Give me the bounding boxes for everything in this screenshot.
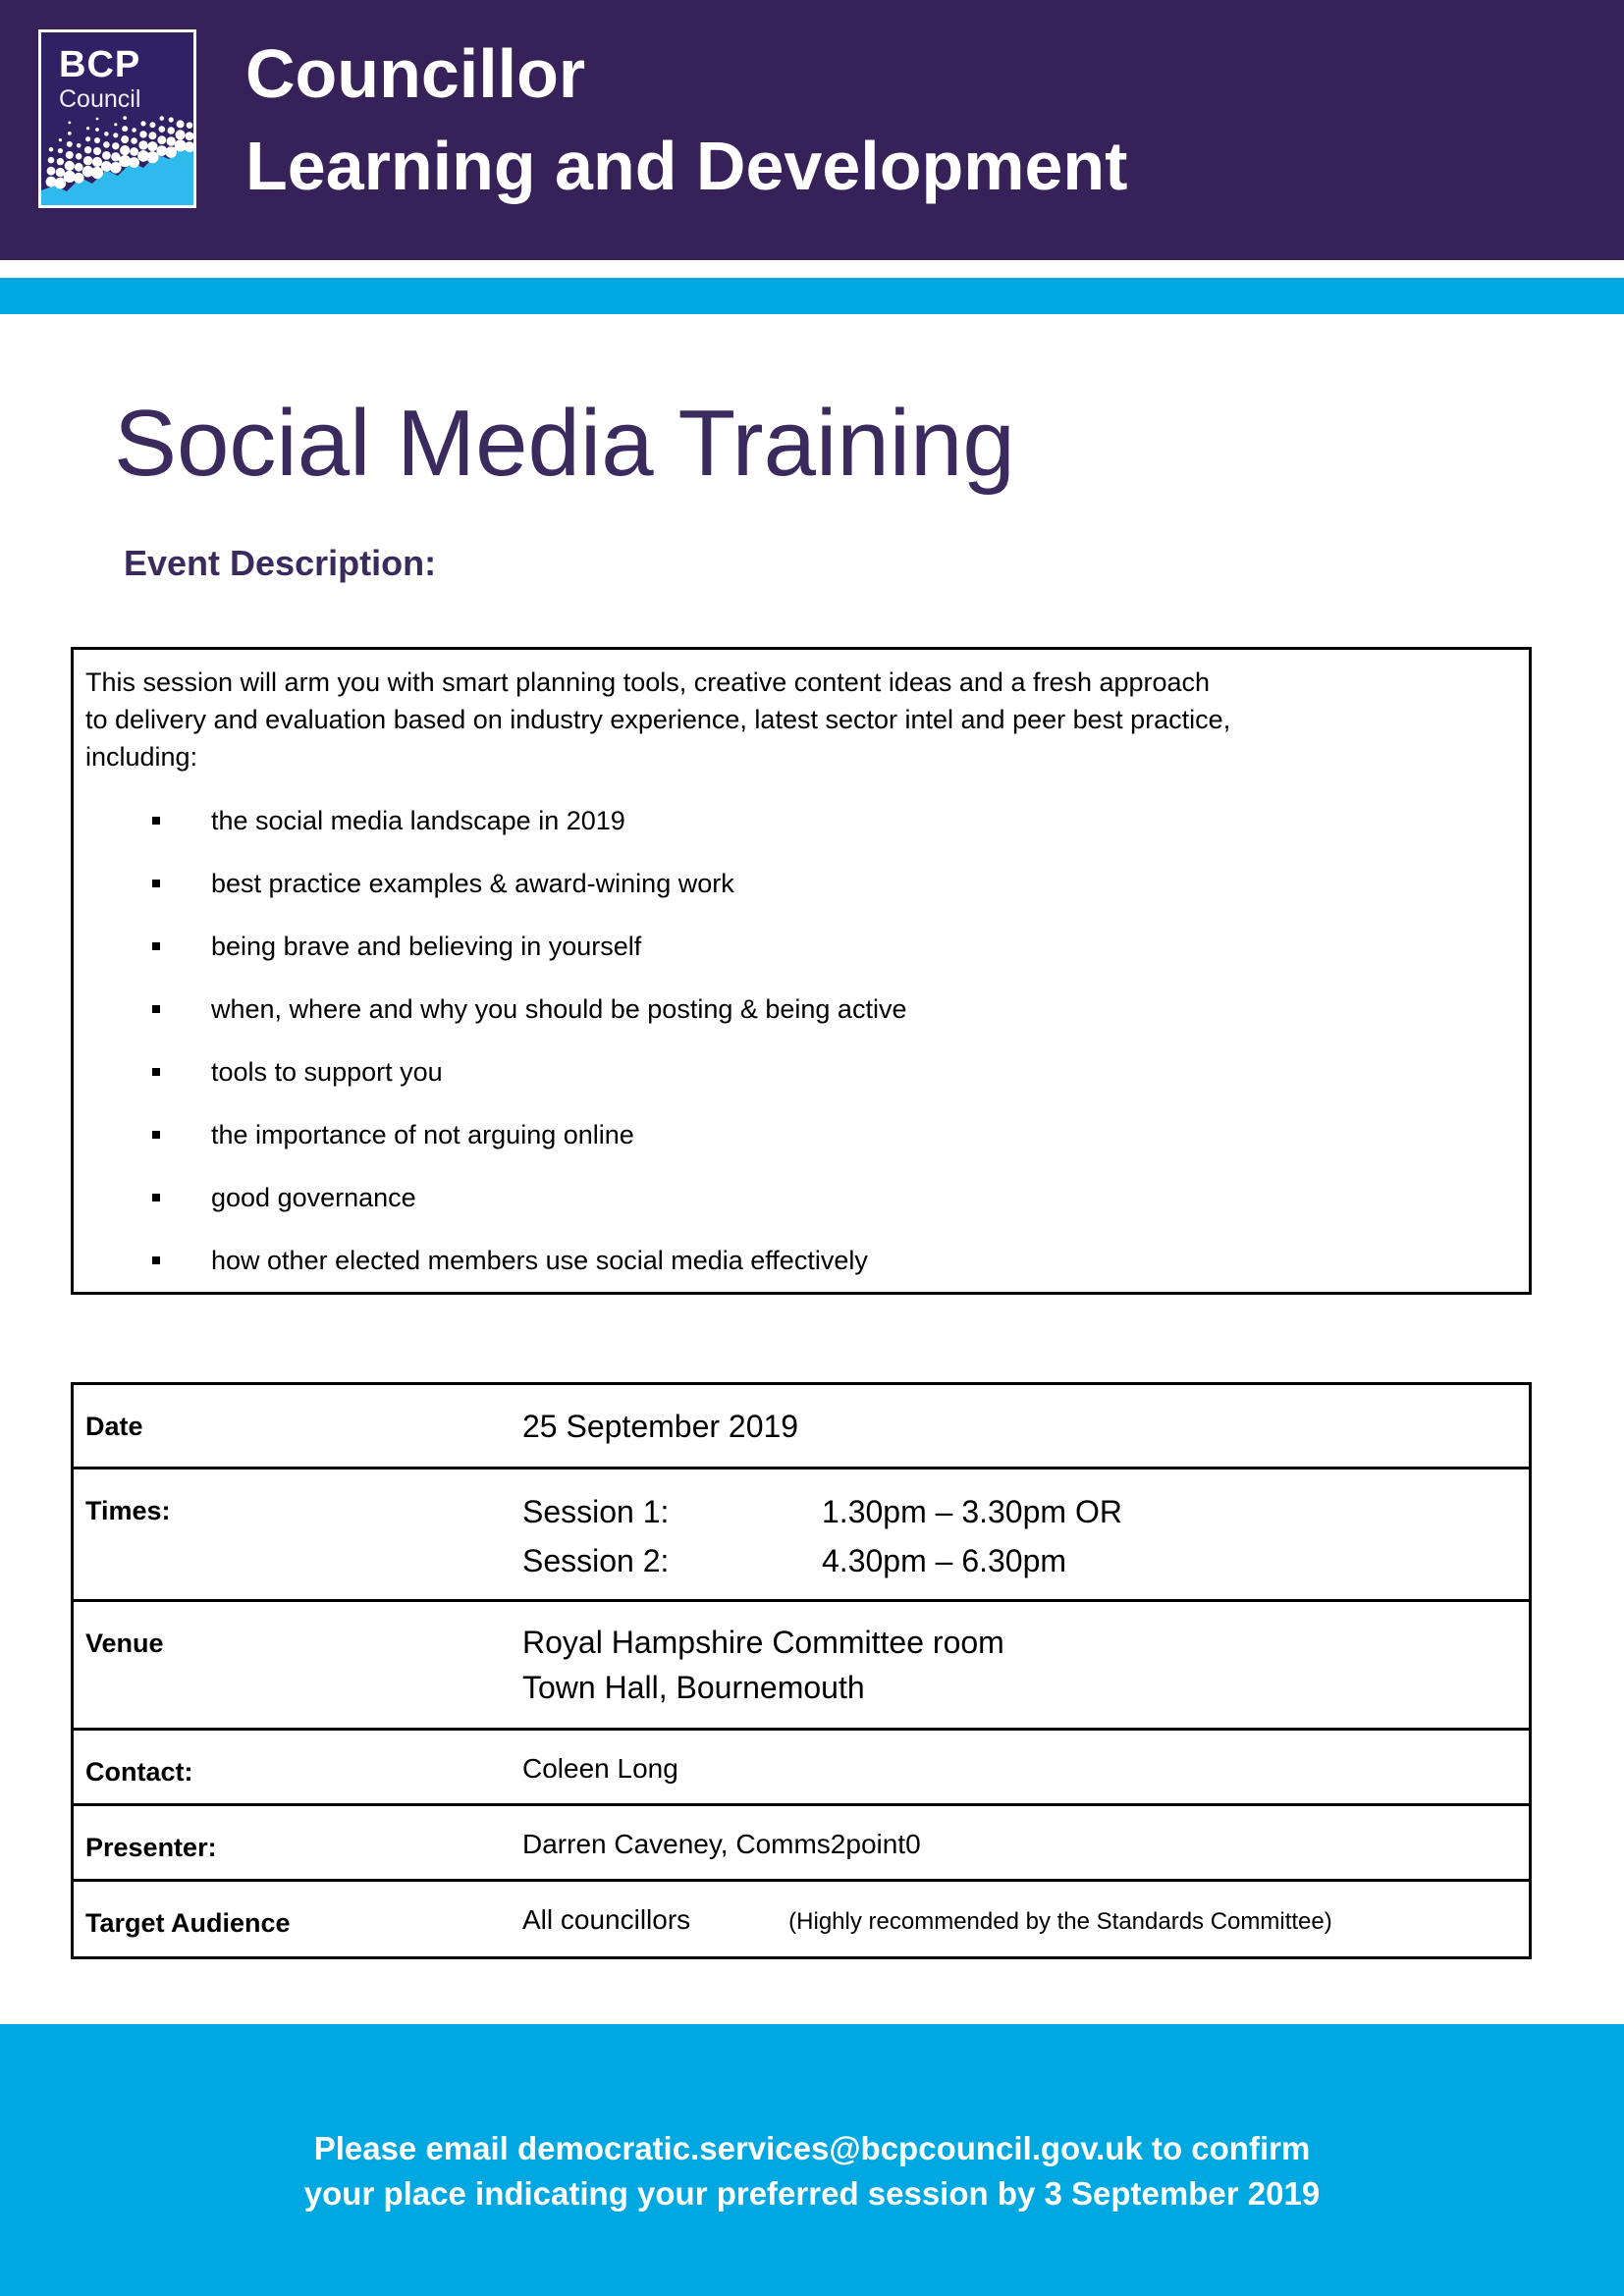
square-bullet-icon: [152, 1131, 160, 1139]
banner-title-line2: Learning and Development: [245, 128, 1128, 204]
target-audience-note: (Highly recommended by the Standards Committee): [788, 1907, 1332, 1935]
square-bullet-icon: [152, 1256, 160, 1264]
event-details-table: [71, 1382, 1532, 1959]
bullet-text: tools to support you: [211, 1056, 443, 1087]
table-row-target-audience: [74, 1879, 1529, 1956]
bullet-text: how other elected members use social media effectively: [211, 1245, 868, 1275]
row-value: 25 September 2019: [522, 1408, 799, 1444]
row-value: [522, 1620, 1004, 1714]
session-line: [522, 1487, 1122, 1536]
target-audience-value: All councillors: [522, 1903, 691, 1935]
table-row-contact: [74, 1728, 1529, 1803]
bullet-text: best practice examples & award-wining work: [211, 868, 734, 898]
bullet-item: [85, 1054, 1513, 1090]
bullet-list: [85, 803, 1513, 1278]
row-label: Venue: [85, 1628, 164, 1658]
row-value: Coleen Long: [522, 1752, 678, 1784]
bullet-item: [85, 1243, 1513, 1278]
session-name: Session 1:: [522, 1493, 670, 1529]
square-bullet-icon: [152, 1005, 160, 1013]
event-description-box: [71, 647, 1532, 1295]
row-label: Presenter:: [85, 1832, 217, 1862]
logo-bcp-text: BCP: [59, 44, 141, 85]
square-bullet-icon: [152, 880, 160, 887]
venue-line: Royal Hampshire Committee room: [522, 1624, 1004, 1660]
row-label: Contact:: [85, 1756, 193, 1787]
bullet-text: when, where and why you should be posting & being active: [211, 993, 907, 1024]
bullet-item: [85, 803, 1513, 838]
footer-line2: your place indicating your preferred session by 3 September 2019: [303, 2175, 1321, 2212]
description-line: to delivery and evaluation based on industry experience, latest sector intel and peer best practice,: [85, 704, 1231, 734]
bcp-council-logo: [38, 29, 196, 208]
session-name: Session 2:: [522, 1542, 670, 1578]
cyan-stripe: [0, 278, 1624, 314]
session-time: 1.30pm – 3.30pm OR: [822, 1493, 1122, 1529]
row-value: [522, 1487, 1122, 1585]
bullet-text: good governance: [211, 1182, 416, 1212]
description-line: including:: [85, 741, 198, 772]
bullet-text: the social media landscape in 2019: [211, 805, 625, 835]
description-line: This session will arm you with smart planning tools, creative content ideas and a fresh approach: [85, 667, 1211, 697]
bullet-item: [85, 866, 1513, 901]
header-banner: [0, 0, 1624, 260]
session-time: 4.30pm – 6.30pm: [822, 1542, 1067, 1578]
banner-title: [245, 27, 1127, 212]
square-bullet-icon: [152, 817, 160, 825]
header-divider-gap: [0, 260, 1624, 278]
row-label: Date: [85, 1411, 143, 1441]
session-line: [522, 1536, 1122, 1585]
row-value: Darren Caveney, Comms2point0: [522, 1828, 921, 1859]
square-bullet-icon: [152, 1068, 160, 1076]
row-value: [522, 1899, 1332, 1943]
footer-line1: Please email democratic.services@bcpcouncil.gov.uk to confirm: [313, 2130, 1311, 2166]
bullet-item: [85, 1180, 1513, 1215]
page-title: Social Media Training: [114, 391, 1015, 496]
table-row-times: [74, 1467, 1529, 1599]
bullet-text: being brave and believing in yourself: [211, 931, 642, 961]
bullet-item: [85, 1117, 1513, 1152]
bullet-item: [85, 991, 1513, 1027]
logo-council-text: Council: [59, 85, 141, 113]
row-label: Target Audience: [85, 1907, 291, 1938]
square-bullet-icon: [152, 1194, 160, 1201]
bullet-item: [85, 929, 1513, 964]
description-paragraph: [85, 664, 1513, 775]
row-label: Times:: [85, 1495, 171, 1525]
bullet-text: the importance of not arguing online: [211, 1119, 634, 1149]
flyer-body: [0, 314, 1624, 1959]
logo-dots-wave-icon: [41, 107, 193, 205]
table-row-presenter: [74, 1803, 1529, 1879]
square-bullet-icon: [152, 942, 160, 950]
table-row-venue: [74, 1599, 1529, 1728]
table-row-date: [74, 1385, 1529, 1467]
footer-banner: [0, 2024, 1624, 2296]
venue-line: Town Hall, Bournemouth: [522, 1669, 865, 1705]
banner-title-line1: Councillor: [245, 35, 586, 112]
event-description-heading: Event Description:: [124, 542, 437, 583]
